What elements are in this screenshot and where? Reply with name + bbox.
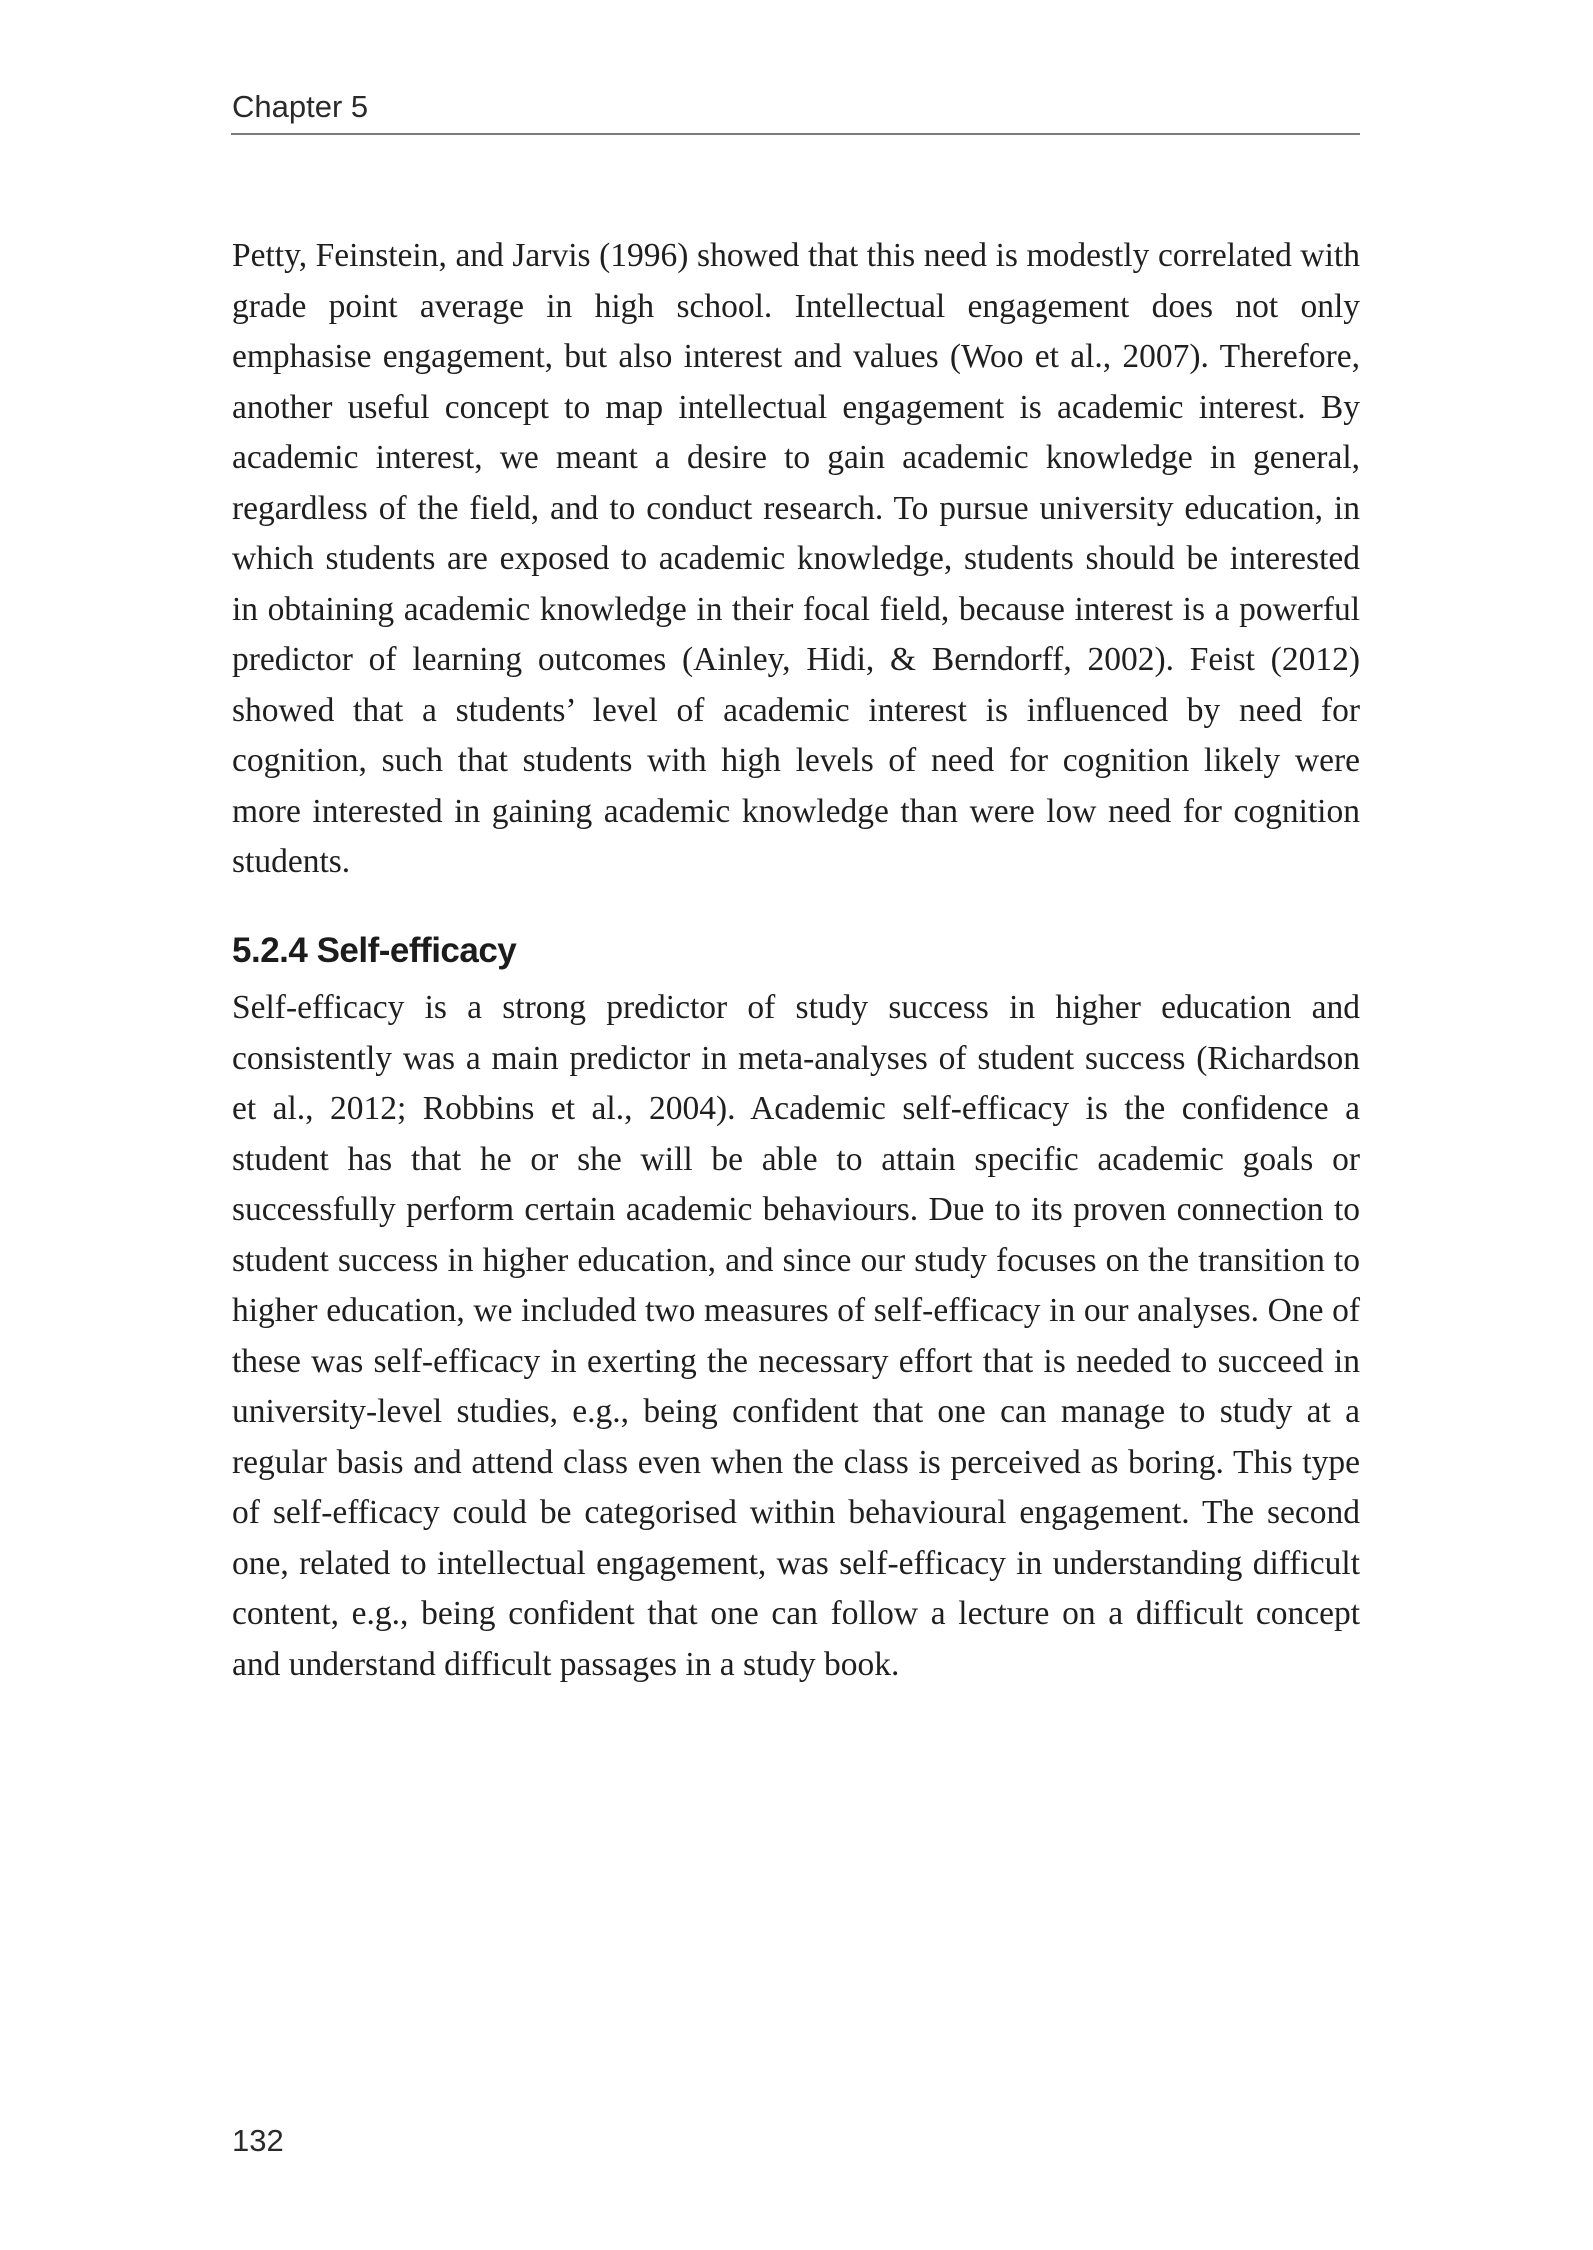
running-header-chapter: Chapter 5 [232, 89, 369, 124]
section-heading-self-efficacy: 5.2.4 Self-efficacy [232, 931, 517, 970]
header-rule-divider [231, 133, 1360, 135]
page-number: 132 [232, 2123, 284, 2158]
paragraph-need-for-cognition: Petty, Feinstein, and Jarvis (1996) showed that this need is modestly correlated with grade point average in high school. Intellectual engagement does not only emphasise engagement, but also interest and values (Woo et al., 2007). Therefore, another useful concept to map intellectual engagement is academic interest. By academic interest, we meant a desire to gain academic knowledge in general, regardless of the field, and to conduct research. To pursue university education, in which students are exposed to academic knowledge, students should be interested in obtaining academic knowledge in their focal field, because interest is a powerful predictor of learning outcomes (Ainley, Hidi, & Berndorff, 2002). Feist (2012) showed that a students’ level of academic interest is influenced by need for cognition, such that students with high levels of need for cognition likely were more interested in gaining academic knowledge than were low need for cognition students. [232, 237, 1360, 880]
paragraph-self-efficacy: Self-efficacy is a strong predictor of study success in higher education and consistently was a main predictor in meta-analyses of student success (Richardson et al., 2012; Robbins et al., 2004). Academic self-efficacy is the confidence a student has that he or she will be able to attain specific academic goals or successfully perform certain academic behaviours. Due to its proven connection to student success in higher education, and since our study focuses on the transition to higher education, we included two measures of self-efficacy in our analyses. One of these was self-efficacy in exerting the necessary effort that is needed to succeed in university-level studies, e.g., being confident that one can manage to study at a regular basis and attend class even when the class is perceived as boring. This type of self-efficacy could be categorised within behavioural engagement. The second one, related to intellectual engagement, was self-efficacy in understanding difficult content, e.g., being confident that one can follow a lecture on a difficult concept and understand difficult passages in a study book. [232, 989, 1360, 1683]
